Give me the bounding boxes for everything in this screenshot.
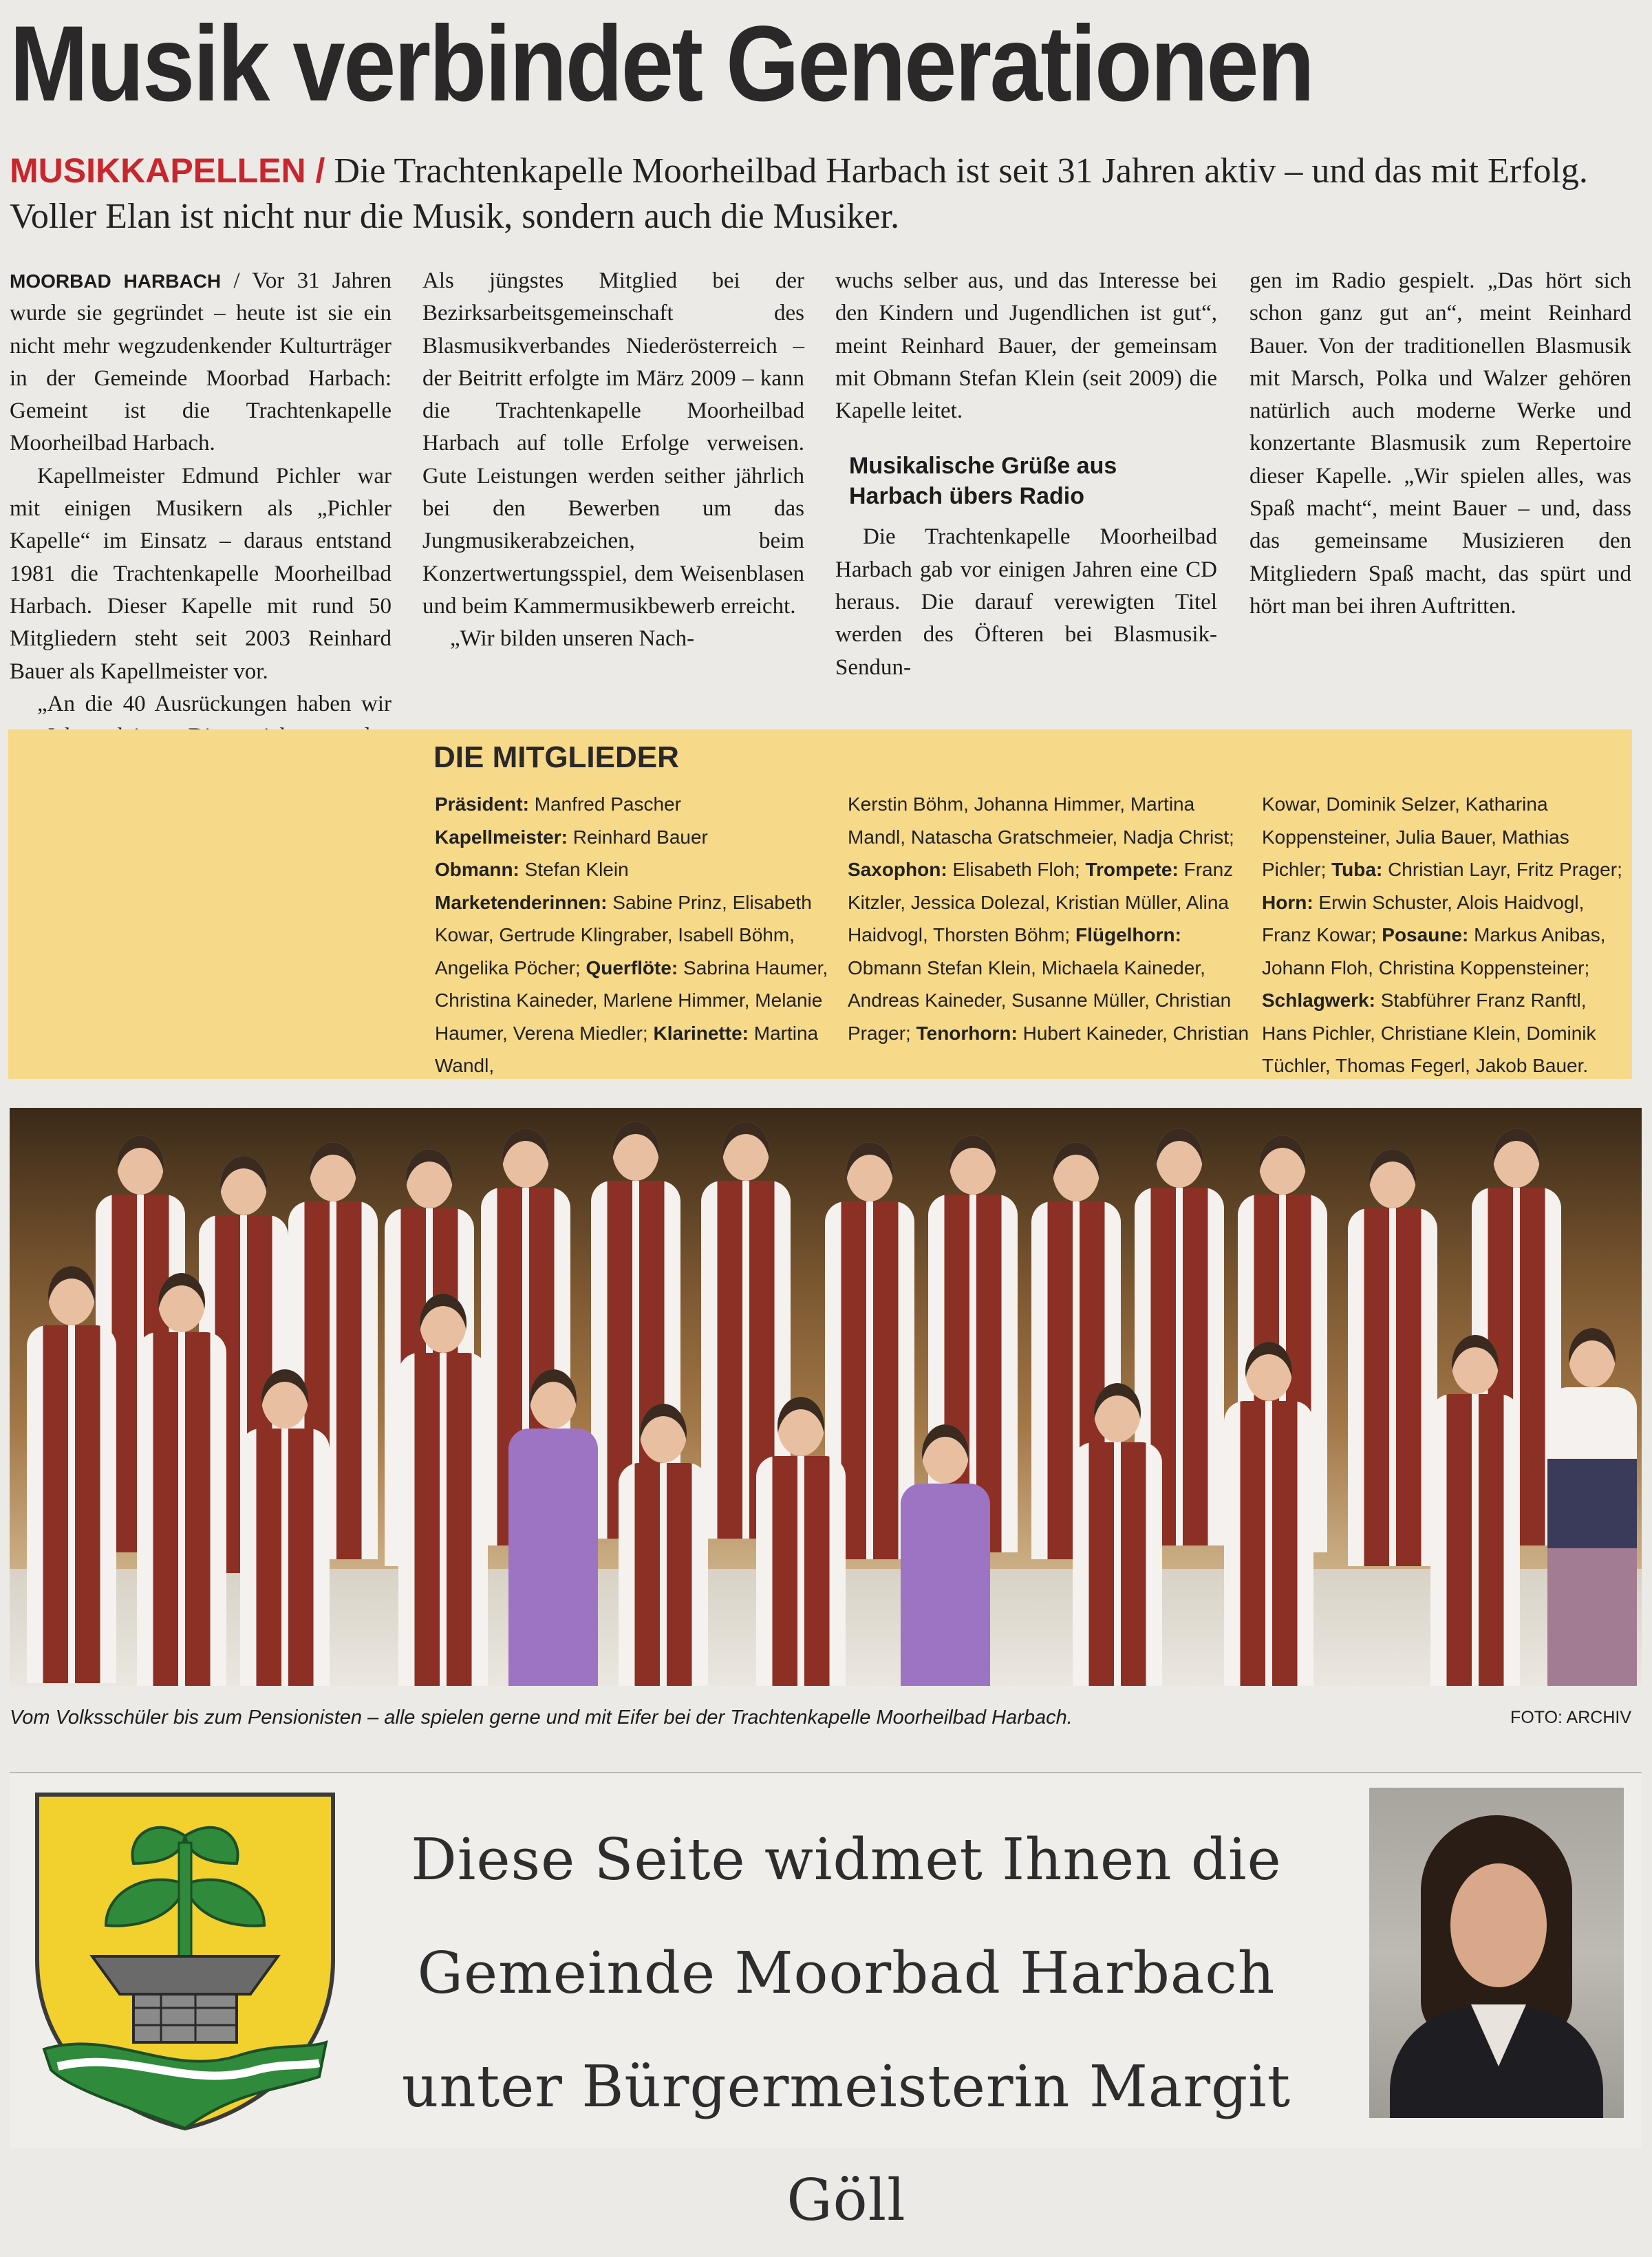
members-column-2: [848, 788, 1254, 1049]
child-in-purple-shirt: [897, 1424, 994, 1686]
member-entry: Horn: Erwin Schuster, Alois Haidvogl, Franz Kowar;: [1262, 891, 1585, 945]
municipal-crest-icon: [30, 1788, 340, 2132]
dedication-line: unter Bürgermeisterin Margit Göll: [401, 2053, 1291, 2234]
member-entry: Flügelhorn: Obmann Stefan Klein, Michaela Kaineder, Andreas Kaineder, Susanne Müller, Christian Prager;: [848, 924, 1232, 1044]
article-paragraph: Kapellmeister Edmund Pichler war mit einigen Musikern als „Pichler Kapelle“ im Einsatz – daraus entstand 1981 die Trachtenkapelle Moorheilbad Harbach. Dieser Kapelle mit rund 50 Mitgliedern steht seit 2003 Reinhard Bauer als Kapellmeister vor.: [10, 463, 391, 684]
article-paragraph: MOORBAD HARBACH / Vor 31 Jahren wurde sie gegründet – heute ist sie ein nicht mehr wegzudenkender Kulturträger in der Gemeinde Moorbad Harbach: Gemeint ist die Trachtenkapelle Moorheilbad Harbach.: [10, 268, 392, 456]
band-member: [395, 1294, 491, 1686]
member-entry: Tuba: Christian Layr, Fritz Prager;: [1331, 859, 1622, 880]
subheadline-text: Die Trachtenkapelle Moorheilbad Harbach ist seit 31 Jahren aktiv – und das mit Erfolg. Voller Elan ist nicht nur die Musik, sondern auch die Musiker.: [10, 151, 1588, 236]
members-title: DIE MITGLIEDER: [433, 740, 679, 774]
member-entry: Marketenderinnen: Sabine Prinz, Elisabeth Kowar, Gertrude Klingraber, Isabell Böhm, Angelika Pöcher;: [435, 891, 812, 978]
article-column-1: [10, 265, 391, 1077]
band-member: [1427, 1335, 1523, 1686]
band-member: [615, 1404, 711, 1686]
band-member: [753, 1397, 849, 1686]
article-paragraph: wuchs selber aus, und das Interesse bei den Kindern und Jugendlichen ist gut“, meint Reinhard Bauer, der gemeinsam mit Obmann Stefan Klein (seit 2009) die Kapelle leitet.: [835, 268, 1217, 424]
band-member: [23, 1266, 120, 1686]
child-in-purple-shirt: [505, 1369, 601, 1686]
article-paragraph: Als jüngstes Mitglied bei der Bezirksarbeitsgemeinschaft des Blasmusikverbandes Niederösterreich – der Beitritt erfolgte im März 2009 – kann die Trachtenkapelle Moorheilbad Harbach auf tolle Erfolge verweisen. Gute Leistungen werden seither jährlich bei den Bewerben um das Jungmusikerabzeichen, beim Konzertwertungsspiel, dem Weisenblasen und beim Kammermusikbewerb erreicht.: [422, 268, 804, 619]
article-column-2: [422, 265, 804, 652]
member-entry: Trompete: Franz Kitzler, Jessica Dolezal, Kristian Müller, Alina Haidvogl, Thorsten Böhm;: [848, 859, 1234, 945]
subheadline: [10, 148, 1640, 239]
article-paragraph: gen im Radio gespielt. „Das hört sich schon ganz gut an“, meint Reinhard Bauer. Von der traditionellen Blasmusik mit Marsch, Polka und Walzer gehören natürlich auch moderne Werke und konzertante Blasmusik zum Repertoire dieser Kapelle. „Wir spielen alles, was Spaß macht“, meint Bauer – und, dass das gemeinsame Musizieren den Mitgliedern Spaß macht, das spürt und hört man bei ihren Auftritten.: [1249, 268, 1631, 619]
dateline: MOORBAD HARBACH: [10, 270, 222, 292]
photo-caption: Vom Volksschüler bis zum Pensionisten – alle spielen gerne und mit Eifer bei der Trachtenkapelle Moorheilbad Harbach.: [10, 1707, 1073, 1729]
mayor-portrait: [1369, 1788, 1624, 2118]
photo-credit: FOTO: ARCHIV: [1510, 1708, 1631, 1727]
band-member: [237, 1369, 333, 1686]
member-entry: Kapellmeister: Reinhard Bauer: [435, 826, 708, 848]
member-entry: Saxophon: Elisabeth Floh;: [848, 859, 1086, 880]
members-column-1: [435, 788, 841, 1082]
band-member: [1344, 1149, 1441, 1631]
member-entry: Kowar, Dominik Selzer, Katharina Koppensteiner, Julia Bauer, Mathias Pichler;: [1262, 793, 1569, 880]
member-entry: Tenorhorn: Hubert Kaineder, Christian: [916, 1022, 1249, 1044]
article-paragraph: „An die 40 Ausrückungen haben wir pro Jahr zu leisten. Diese reichen von den Platzkonzerten vor dem Kurhaus über die musikalische Gestaltung der kirchlichen Feiern bis zum traditionellen Frühlingskonzert, das wir immer am Ostersonntag spielen“, berichtet der engagierte Kapellmeister, dessen Schwester Martina die Stadtkapelle Weitra leitet.: [10, 691, 391, 1009]
dedication-text: [358, 1803, 1335, 2257]
member-entry: Obmann: Stefan Klein: [435, 859, 629, 880]
article-paragraph: Die Trachtenkapelle Moorheilbad Harbach gab vor einigen Jahren eine CD heraus. Die darauf verewigten Titel werden des Öfteren bei Blasmusik-Sendun-: [835, 524, 1217, 680]
article-subheading: Musikalische Grüße aus Harbach übers Radio: [849, 453, 1117, 510]
member-entry: Klarinette: Martina Wandl,: [435, 1022, 819, 1076]
page-headline: Musik verbindet Generationen: [10, 4, 1313, 124]
member-entry: Präsident: Manfred Pascher: [435, 793, 681, 815]
article-paragraph: „Wir bilden unseren Nach-: [450, 626, 695, 652]
member-entry: Querflöte: Sabrina Haumer, Christina Kaineder, Marlene Himmer, Melanie Haumer, Verena Miedler;: [435, 956, 828, 1044]
band-member: [1221, 1342, 1317, 1686]
band-member: [1069, 1383, 1166, 1686]
member-entry: Posaune: Markus Anibas, Johann Floh, Christina Koppensteiner;: [1262, 924, 1606, 978]
band-member: [133, 1273, 230, 1686]
members-column-3: [1262, 788, 1633, 1082]
dedication-line: Gemeinde Moorbad Harbach: [417, 1940, 1276, 2007]
group-photo: [10, 1108, 1642, 1686]
member-entry: Schlagwerk: Stabführer Franz Ranftl, Hans Pichler, Christiane Klein, Dominik Tüchler, Thomas Fegerl, Jakob Bauer.: [1262, 990, 1596, 1076]
marketenderin-in-dirndl: [1544, 1328, 1640, 1686]
section-kicker: MUSIKKAPELLEN /: [10, 151, 325, 190]
article-column-3: [835, 265, 1217, 712]
article-column-4: [1249, 265, 1631, 712]
dedication-line: Diese Seite widmet Ihnen die: [411, 1826, 1282, 1893]
member-entry: Kerstin Böhm, Johanna Himmer, Martina Mandl, Natascha Gratschmeier, Nadja Christ;: [848, 793, 1234, 848]
